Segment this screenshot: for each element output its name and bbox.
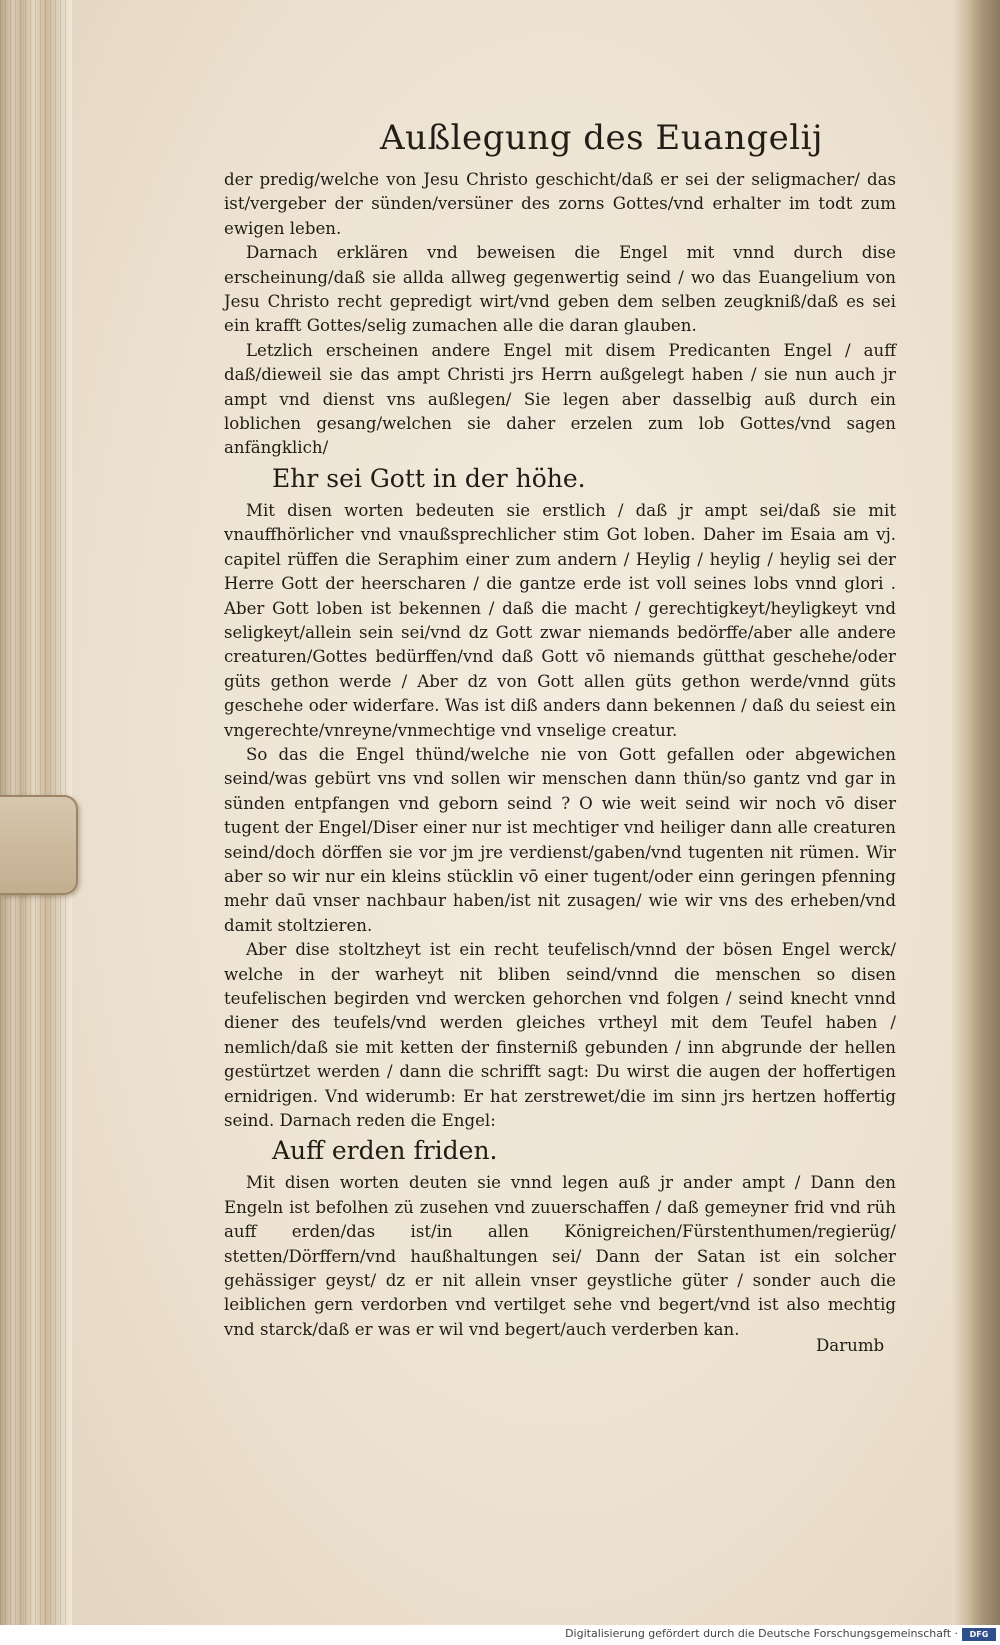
dfg-logo-icon: DFG — [962, 1628, 996, 1641]
digitization-footer — [0, 1625, 1000, 1645]
catchword: Darumb — [816, 1336, 885, 1355]
paragraph-2: Darnach erklären vnd beweisen die Engel mit vnnd durch dise erscheinung/daß sie allda allweg gegenwertig seind / wo das Euangelium von Jesu Christo recht gepredigt wirt/vnd geben dem selben zeugkniß/daß es sei ein krafft Gottes/selig zumachen alle die daran glauben. — [224, 243, 896, 336]
section-heading-friden: Auff erden friden. — [272, 1136, 498, 1166]
paragraph-4: Mit disen worten bedeuten sie erstlich / daß jr ampt sei/daß sie mit vnauffhörlicher vnd vnaußsprechlicher stim Got loben. Daher im Esaia am vj. capitel rüffen die Seraphim einer zum andern / Heylig / heylig / heylig sei der Herre Gott der heerscharen / die gantze erde ist voll seines lobs vnnd glori . Aber Gott loben ist bekennen / daß die macht / gerechtigkeyt/heyligkeyt vnd seligkeyt/allein sein sei/vnd dz Gott zwar niemands bedörffe/aber alle andere creaturen/Gottes bedürffen/vnd daß Gott vō niemands gütthat geschehe/oder güts gethon werde / Aber dz von Gott allen güts gethon werde/vnnd güts geschehe oder widerfare. Was ist diß anders dann bekennen / daß du seiest ein vngerechte/vnreyne/vnmechtige vnd vnselige creatur. — [224, 500, 896, 740]
paragraph-3: Letzlich erscheinen andere Engel mit disem Predicanten Engel / auff daß/dieweil sie das ampt Christi jrs Herrn außgelegt haben / sie nun auch jr ampt vnd dienst vns außlegen/ Sie legen aber dasselbig auß durch ein loblichen gesang/welchen sie daher erzelen zum lob Gottes/vnd sagen anfängklich/ — [224, 340, 896, 458]
body-text — [224, 168, 896, 1342]
running-heading: Außlegung des Euangelij — [380, 118, 823, 158]
book-clasp — [0, 795, 78, 895]
paragraph-7: Mit disen worten deuten sie vnnd legen auß jr ander ampt / Dann den Engeln ist befolhen zü zusehen vnd zuuerschaffen / daß gemeyner frid vnd rüh auff erden/das ist/in allen Königreichen/Fürstenthumen/regierüg/ stetten/Dörffern/vnd haußhaltungen sei/ Dann der Satan ist ein solcher gehässiger geyst/ dz er nit allein vnser geystliche güter / sonder auch die leiblichen gern verdorben vnd vertilget sehe vnd begert/vnd ist also mechtig vnd starck/daß er was er wil vnd begert/auch verderben kan. — [224, 1173, 896, 1339]
paragraph-1: der predig/welche von Jesu Christo geschicht/daß er sei der seligmacher/ das ist/vergeber der sünden/versüner des zorns Gottes/vnd erhalter im todt zum ewigen leben. — [224, 170, 896, 238]
paragraph-5: So das die Engel thünd/welche nie von Gott gefallen oder abgewichen seind/was gebürt vns vnd sollen wir menschen dann thün/so gantz vnd gar in sünden entpfangen vnd geborn seind ? O wie weit seind wir noch vō diser tugent der Engel/Diser einer nur ist mechtiger vnd heiliger dann alle creaturen seind/doch dörffen sie vor jm jre verdienst/gaben/vnd tugenten nit rümen. Wir aber so wir nur ein kleins stücklin vō einer tugent/oder einn geringen pfenning mehr daū vnser nachbaur haben/ist nit zusagen/ wie wir vns des erheben/vnd damit stoltzieren. — [224, 744, 896, 935]
page-edge-right — [950, 0, 1000, 1625]
footer-credit: Digitalisierung gefördert durch die Deutsche Forschungsgemeinschaft · — [565, 1627, 958, 1640]
paragraph-6: Aber dise stoltzheyt ist ein recht teufelisch/vnnd der bösen Engel werck/ welche in der warheyt nit bliben seind/vnnd die menschen so disen teufelischen begirden vnd wercken gehorchen vnd folgen / seind knecht vnnd diener des teufels/vnd werden gleiches vrtheyl mit dem Teufel haben / nemlich/daß sie mit ketten der finsterniß gebunden / inn abgrunde der hellen gestürtzet werden / dann die schrifft sagt: Du wirst die augen der hoffertigen ernidrigen. Vnd widerumb: Er hat zerstrewet/die im sinn jrs hertzen hoffertig seind. Darnach reden die Engel: — [224, 940, 896, 1131]
section-heading-ehr: Ehr sei Gott in der höhe. — [272, 463, 586, 493]
